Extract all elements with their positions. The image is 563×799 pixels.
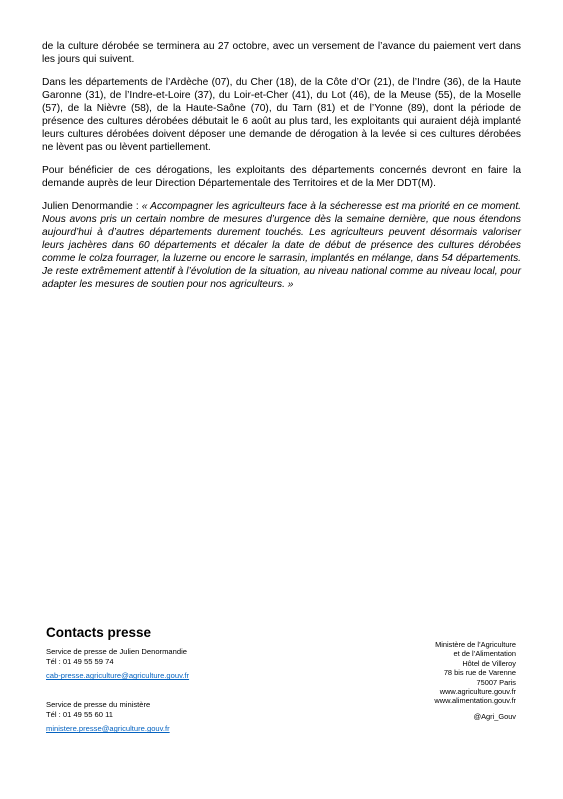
contact-service-name: Service de presse du ministère: [46, 700, 151, 709]
quote-speaker: Julien Denormandie :: [42, 201, 142, 212]
ministry-website-alimentation[interactable]: www.alimentation.gouv.fr: [434, 696, 516, 706]
contact-phone: Tél : 01 49 55 59 74: [46, 656, 114, 666]
paragraph-minister-quote: [42, 200, 521, 291]
ministry-website-agriculture[interactable]: www.agriculture.gouv.fr: [439, 687, 516, 697]
ministry-name-cont: et de l’Alimentation: [453, 649, 516, 659]
ministry-city: 75007 Paris: [476, 677, 516, 687]
contact-ministry-press: [46, 700, 170, 734]
ministry-address-block: [434, 640, 516, 721]
paragraph-derobee-end-date: de la culture dérobée se terminera au 27 octobre, avec un versement de l’avance du paiement vert dans les jours qui suivent.: [42, 41, 521, 65]
contact-email-link[interactable]: ministere.presse@agriculture.gouv.fr: [46, 724, 170, 734]
ministry-social-handle[interactable]: @Agri_Gouv: [473, 711, 516, 721]
ministry-building: Hôtel de Villeroy: [462, 658, 516, 668]
paragraph-departements-list: Dans les départements de l’Ardèche (07), du Cher (18), de la Côte d’Or (21), de l’Indre (36), de la Haute Garonne (31), de l’Indre-et-Loire (37), du Loir-et-Cher (41), du Lot (46), de la Meuse (55), de la Moselle (57), de la Nièvre (58), de la Haute-Saône (70), du Tarn (81) et de l’Yonne (89), dont la période de présence des cultures dérobées débutait le 6 août au plus tard, les exploitants qui auraient déjà implanté leurs cultures dérobées doivent déposer une demande de dérogation à la levée si ces cultures dérobées ne lèvent pas ou lèvent partiellement.: [42, 77, 521, 153]
paragraph-derogation-request: Pour bénéficier de ces dérogations, les exploitants des départements concernés devront en faire la demande auprès de leur Direction Départementale des Territoires et de la Mer DDT(M).: [42, 165, 521, 189]
contact-phone: Tél : 01 49 55 60 11: [46, 709, 113, 719]
contact-minister-press: [46, 647, 189, 681]
contact-email-link[interactable]: cab-presse.agriculture@agriculture.gouv.fr: [46, 671, 190, 681]
contact-service-name: Service de presse de Julien Denormandie: [46, 647, 187, 656]
ministry-street: 78 bis rue de Varenne: [443, 668, 516, 678]
contacts-title: Contacts presse: [46, 625, 152, 640]
quote-text: « Accompagner les agriculteurs face à la sécheresse est ma priorité en ce moment. Nous avons pris un certain nombre de mesures d’urgence dès la semaine dernière, que nous étendons aujourd’hui à d’autres départements durement touchés. Les agriculteurs peuvent désormais valoriser leurs jachères dans 60 départements et décaler la date de début de présence des cultures dérobées comme le colza fourrager, la luzerne ou encore le sarrasin, implantés en mélange, dans 54 départements. Je reste extrêmement attentif à l’évolution de la situation, au niveau national comme au niveau local, pour adapter les mesures de soutien pour nos agriculteurs. »: [42, 201, 521, 290]
ministry-name: Ministère de l’Agriculture: [435, 640, 516, 649]
